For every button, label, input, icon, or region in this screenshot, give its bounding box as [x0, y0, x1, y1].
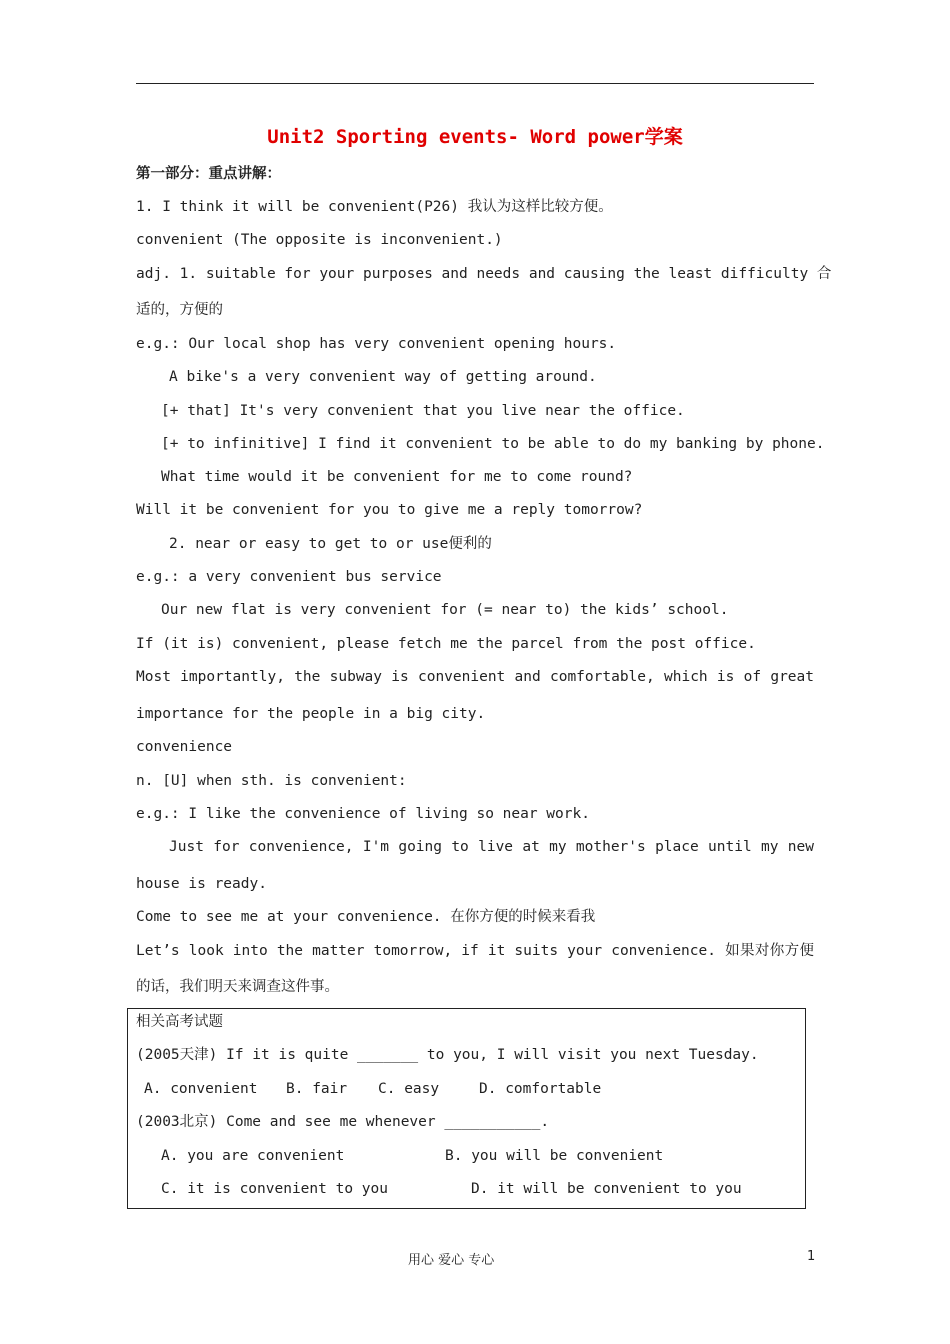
text-line: e.g.: I like the convenience of living so near work. [136, 806, 590, 822]
q2-option-d: D. it will be convenient to you [471, 1181, 742, 1197]
exam-question-1: (2005天津) If it is quite _______ to you, I will visit you next Tuesday. [136, 1047, 759, 1063]
text-line: e.g.: Our local shop has very convenient opening hours. [136, 336, 617, 352]
text-line: Let’s look into the matter tomorrow, if it suits your convenience. 如果对你方便 [136, 943, 814, 959]
q1-option-a: A. convenient [144, 1081, 258, 1097]
text-line: If (it is) convenient, please fetch me the parcel from the post office. [136, 636, 756, 652]
text-line: Our new flat is very convenient for (= near to) the kids’ school. [161, 602, 729, 618]
page-number: 1 [807, 1249, 816, 1264]
header-rule [136, 83, 814, 84]
text-line: adj. 1. suitable for your purposes and needs and causing the least difficulty 合 [136, 266, 832, 282]
page-title: Unit2 Sporting events- Word power学案 [267, 126, 683, 148]
text-line: A bike's a very convenient way of getting around. [169, 369, 597, 385]
text-line: house is ready. [136, 876, 267, 892]
text-line: 1. I think it will be convenient(P26) 我认为这样比较方便。 [136, 199, 613, 215]
exam-box-heading: 相关高考试题 [136, 1014, 223, 1030]
text-line: importance for the people in a big city. [136, 706, 486, 722]
text-line: e.g.: a very convenient bus service [136, 569, 442, 585]
q2-option-b: B. you will be convenient [445, 1148, 664, 1164]
text-line: 2. near or easy to get to or use便利的 [169, 536, 492, 552]
text-line: convenience [136, 739, 233, 755]
text-line: n. [U] when sth. is convenient: [136, 773, 407, 789]
q1-option-b: B. fair [286, 1081, 348, 1097]
text-line: [+ that] It's very convenient that you live near the office. [161, 403, 685, 419]
section-heading: 第一部分：重点讲解： [136, 166, 281, 182]
q1-option-d: D. comfortable [479, 1081, 602, 1097]
text-line: Will it be convenient for you to give me a reply tomorrow? [136, 502, 643, 518]
text-line: [+ to infinitive] I find it convenient to be able to do my banking by phone. [161, 436, 825, 452]
text-line: Just for convenience, I'm going to live at my mother's place until my new [169, 839, 814, 855]
text-line: 的话，我们明天来调查这件事。 [136, 979, 339, 995]
q2-option-a: A. you are convenient [161, 1148, 345, 1164]
q1-option-c: C. easy [378, 1081, 440, 1097]
footer-motto: 用心 爱心 专心 [408, 1253, 495, 1268]
exam-question-2: (2003北京) Come and see me whenever ___________. [136, 1114, 550, 1130]
text-line: 适的，方便的 [136, 302, 223, 318]
text-line: Most importantly, the subway is convenient and comfortable, which is of great [136, 669, 814, 685]
text-line: What time would it be convenient for me to come round? [161, 469, 633, 485]
q2-option-c: C. it is convenient to you [161, 1181, 388, 1197]
text-line: Come to see me at your convenience. 在你方便的时候来看我 [136, 909, 596, 925]
text-line: convenient (The opposite is inconvenient.) [136, 232, 503, 248]
